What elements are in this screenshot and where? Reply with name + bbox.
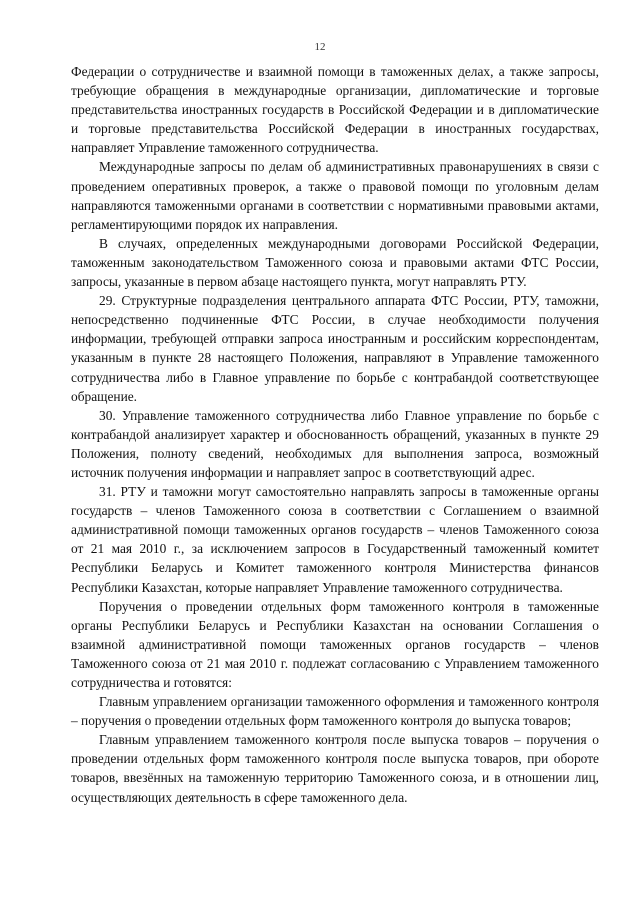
- paragraph: Международные запросы по делам об административных правонарушениях в связи с проведением оперативных проверок, а также о правовой помощи по уголовным делам направляются таможенными органами в соответствии с нормативными правовыми актами, регламентирующими порядок их направления.: [71, 159, 599, 232]
- document-body: [71, 62, 599, 807]
- paragraph-item-29: 29. Структурные подразделения центрального аппарата ФТС России, РТУ, таможни, непосредственно подчиненные ФТС России, в случае необходимости получения информации, требующей отправки запроса иностранным и российским корреспондентам, указанным в пункте 28 настоящего Положения, направляют в Управление таможенного сотрудничества либо в Главное управление по борьбе с контрабандой соответствующее обращение.: [71, 293, 599, 404]
- paragraph: Главным управлением организации таможенного оформления и таможенного контроля – поручения о проведении отдельных форм таможенного контроля до выпуска товаров;: [71, 694, 599, 729]
- paragraph: Поручения о проведении отдельных форм таможенного контроля в таможенные органы Республики Беларусь и Республики Казахстан на основании Соглашения о взаимной административной помощи таможенных органов государств – членов Таможенного союза от 21 мая 2010 г. подлежат согласованию с Управлением таможенного сотрудничества и готовятся:: [71, 598, 599, 690]
- page-number: 12: [314, 41, 326, 53]
- paragraph: Федерации о сотрудничестве и взаимной помощи в таможенных делах, а также запросы, требующие обращения в международные организации, дипломатические и торговые представительства иностранных государств в Российской Федерации и в дипломатические и торговые представительства Российской Федерации в иностранных государствах, направляет Управление таможенного сотрудничества.: [71, 64, 599, 156]
- paragraph: Главным управлением таможенного контроля после выпуска товаров – поручения о проведении отдельных форм таможенного контроля после выпуска товаров, при обороте товаров, ввезённых на таможенную территорию Таможенного союза, и в отношении лиц, осуществляющих деятельность в сфере таможенного дела.: [71, 732, 599, 805]
- paragraph: В случаях, определенных международными договорами Российской Федерации, таможенным законодательством Таможенного союза и правовыми актами ФТС России, запросы, указанные в первом абзаце настоящего пункта, могут направлять РТУ.: [71, 235, 599, 290]
- paragraph-item-30: 30. Управление таможенного сотрудничества либо Главное управление по борьбе с контрабандой анализирует характер и обоснованность обращений, указанных в пункте 29 Положения, полноту сведений, необходимых для выполнения запроса, возможный источник получения информации и направляет запрос в соответствующий адрес.: [71, 407, 599, 480]
- paragraph-item-31: 31. РТУ и таможни могут самостоятельно направлять запросы в таможенные органы государств – членов Таможенного союза в соответствии с Соглашением о взаимной административной помощи таможенных органов государств – членов Таможенного союза от 21 мая 2010 г., за исключением запросов в Государственный таможенный комитет Республики Беларусь и Комитет таможенного контроля Министерства финансов Республики Казахстан, которые направляет Управление таможенного сотрудничества.: [71, 484, 599, 595]
